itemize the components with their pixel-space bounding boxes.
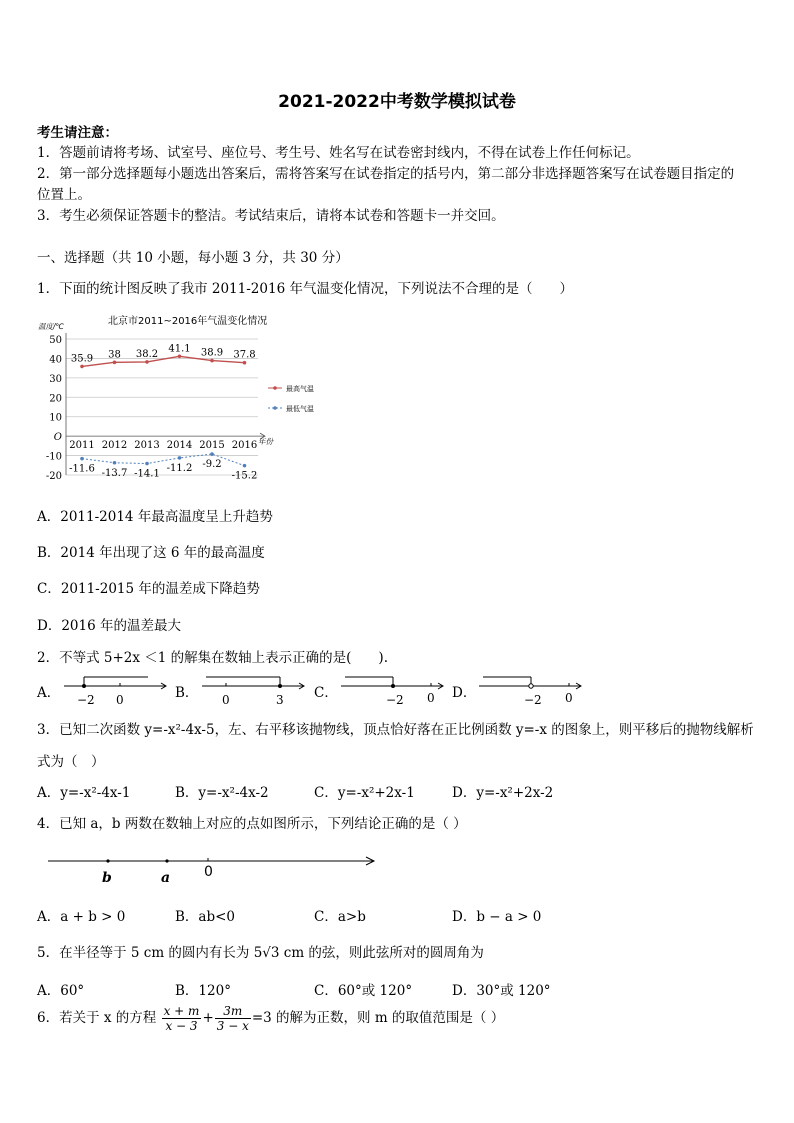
q5-option-b: B．120° [175,983,231,999]
q1-option-a: A．2011-2014 年最高温度呈上升趋势 [37,509,273,525]
q2-c-tick-2: 0 [427,691,435,705]
chart-data-point [113,461,117,465]
chart-legend [268,384,314,413]
chart-x-tick-label: 2014 [166,440,193,452]
chart-title: 北京市2011~2016年气温变化情况 [108,316,268,327]
q2-option-b-label: B． [175,685,199,701]
q2-number-line-d [475,674,585,708]
chart-y-tick-label: O [53,432,62,444]
chart-x-tick-label: 2016 [231,440,258,452]
section-heading: 一、选择题（共 10 小题，每小题 3 分，共 30 分） [37,250,349,266]
chart-legend-label: 最高气温 [286,385,314,393]
chart-legend-label: 最低气温 [286,405,314,413]
chart-legend-marker [273,386,277,390]
question-3-stem-cont: 式为（ ） [37,754,105,770]
chart-legend-marker [273,406,277,410]
q6-suffix: =3 的解为正数，则 m 的取值范围是（ ） [251,1010,505,1026]
notice-item: 3．考生必须保证答题卡的整洁。考试结束后，请将本试卷和答题卡一并交回。 [37,208,505,224]
chart-data-label: 37.8 [233,349,256,361]
q1-option-c: C．2011-2015 年的温差成下降趋势 [37,581,260,597]
chart-y-tick-label: 30 [49,373,62,385]
chart-data-point [243,361,247,365]
q1-option-b: B．2014 年出现了这 6 年的最高温度 [37,545,265,561]
chart-y-ticks [46,335,62,482]
chart-data-point [178,354,182,358]
chart-y-axis-label: 温度/℃ [38,322,64,331]
chart-data-label: -11.2 [166,462,193,474]
q5-option-c: C．60°或 120° [314,983,413,999]
q4-option-c: C．a>b [314,909,366,925]
question-2-stem: 2．不等式 5+2x ＜1 的解集在数轴上表示正确的是( ). [37,650,388,666]
chart-data-label: -15.2 [231,470,258,482]
q1-option-d: D．2016 年的温差最大 [37,618,181,634]
question-5-stem: 5．在半径等于 5 cm 的圆内有长为 5√3 cm 的弦，则此弦所对的圆周角为 [37,945,484,961]
q2-b-tick-2: 3 [276,693,284,707]
q2-option-a-label: A． [37,685,61,701]
q2-d-tick-2: 0 [565,691,573,705]
chart-data-point [145,462,149,466]
q3-option-d: D．y=-x²+2x-2 [452,785,554,801]
chart-y-tick-label: 50 [49,335,62,346]
chart-data-label: -9.2 [202,459,222,471]
chart-y-tick-label: 10 [49,412,62,424]
q6-frac1-denominator: x − 3 [165,1019,198,1033]
q6-frac1-numerator: x + m [163,1004,200,1018]
question-6-stem [37,1004,504,1033]
chart-x-tick-label: 2011 [69,440,95,452]
chart-x-tick-label: 2012 [101,440,128,452]
question-1-stem: 1．下面的统计图反映了我市 2011-2016 年气温变化情况，下列说法不合理的是（ ） [37,281,573,297]
q2-a-tick-1: −2 [77,693,95,707]
q2-b-tick-1: 0 [222,693,230,707]
q4-option-d: D．b − a > 0 [452,909,542,925]
q4-origin-label: 0 [204,864,213,880]
q3-option-b: B．y=-x²-4x-2 [175,785,269,801]
q2-option-d-label: D． [452,685,477,701]
chart-data-label: 38.2 [135,348,159,360]
q4-number-line [46,850,380,886]
notice-item: 2．第一部分选择题每小题选出答案后，需将答案写在试卷指定的括号内，第二部分非选择题答案写在试卷题目指定的 [37,166,735,182]
chart-data-label: 38 [108,349,121,361]
q6-fraction-1 [162,1004,202,1033]
q2-c-tick-1: −2 [386,693,404,707]
chart-x-tick-label: 2013 [134,440,160,452]
chart-y-tick-label: 40 [49,354,62,366]
q2-number-line-c [337,674,447,708]
chart-data-point [178,456,182,460]
chart-data-point [80,457,84,461]
notice-item: 1．答题前请将考场、试室号、座位号、考生号、姓名写在试卷密封线内，不得在试卷上作任何标记。 [37,145,640,161]
chart-x-axis-label: 年份 [258,437,273,446]
chart-x-tick-label: 2015 [199,440,225,452]
notice-heading: 考生请注意： [37,125,118,141]
chart-data-label: 35.9 [70,353,94,365]
q4-option-a: A．a + b > 0 [37,909,126,925]
q4-point-a-label: a [161,870,171,886]
chart-data-point [210,359,214,363]
chart-svg [36,313,336,487]
q6-frac2-denominator: 3 − x [216,1019,249,1033]
q4-point-b-label: b [102,870,112,886]
q2-number-line-a [60,674,170,708]
chart-data-label: -14.1 [134,468,160,480]
question-4-stem: 4．已知 a，b 两数在数轴上对应的点如图所示，下列结论正确的是（ ） [37,816,467,832]
q3-option-c: C．y=-x²+2x-1 [314,785,415,801]
chart-data-point [243,464,247,468]
q6-frac2-numerator: 3m [215,1004,251,1019]
chart-data-label: 38.9 [200,347,224,359]
chart-data-point [145,360,149,364]
q6-fraction-2 [215,1004,251,1033]
temperature-chart [36,313,336,487]
q5-option-a: A．60° [37,983,85,999]
q2-d-tick-1: −2 [524,693,542,707]
q5-option-d: D．30°或 120° [452,983,551,999]
chart-data-label: -13.7 [101,467,128,479]
chart-data-label: -11.6 [69,463,95,475]
chart-data-label: 41.1 [168,343,191,355]
chart-data-point [80,365,84,369]
chart-y-tick-label: -10 [45,451,62,463]
chart-y-tick-label: -20 [45,471,62,482]
page-title: 2021-2022中考数学模拟试卷 [278,92,516,112]
chart-x-ticks [69,440,257,451]
q2-a-tick-2: 0 [116,693,124,707]
chart-data-point [113,361,117,365]
chart-data-point [210,452,214,456]
chart-y-tick-label: 20 [49,393,62,405]
question-3-stem: 3．已知二次函数 y=-x²-4x-5，左、右平移该抛物线，顶点恰好落在正比例函数 y=-x 的图象上，则平移后的抛物线解析 [37,722,754,738]
notice-item: 位置上。 [37,187,91,203]
q2-number-line-b [198,674,308,708]
q6-prefix: 6．若关于 x 的方程 [37,1010,157,1026]
q3-option-a: A．y=-x²-4x-1 [37,785,131,801]
q6-plus: + [202,1010,214,1026]
q4-option-b: B．ab<0 [175,909,236,925]
chart-series [69,343,257,481]
q2-option-c-label: C． [314,685,338,701]
